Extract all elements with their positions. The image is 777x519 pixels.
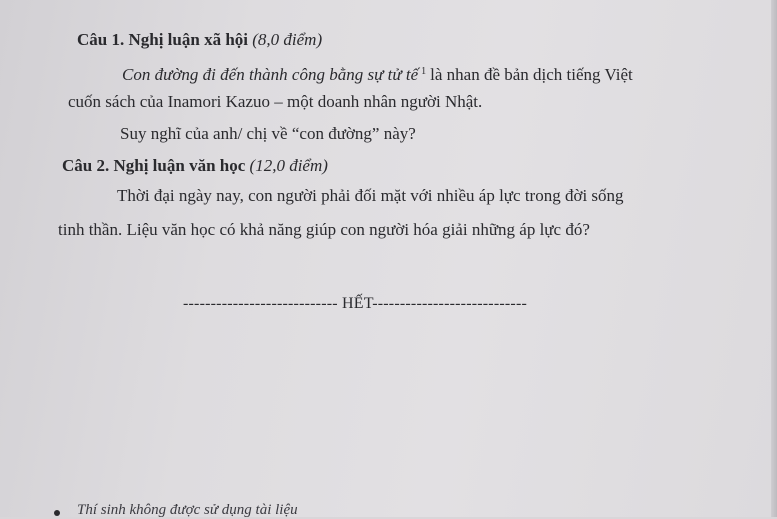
question-1-title: Câu 1. Nghị luận xã hội <box>77 30 248 49</box>
question-2-title: Câu 2. Nghị luận văn học <box>62 156 246 175</box>
question-1-line-2: cuốn sách của Inamori Kazuo – một doanh nhân người Nhật. <box>68 92 483 111</box>
question-2-points: (12,0 điểm) <box>249 156 328 175</box>
question-1-points: (8,0 điểm) <box>252 30 323 49</box>
end-marker: ---------------------------- HẾT---------------------------- <box>183 295 528 312</box>
question-1-line-1-rest: là nhan đề bản dịch tiếng Việt <box>430 65 633 84</box>
footnote-mark: 1 <box>421 66 427 77</box>
question-2-line-2: tinh thần. Liệu văn học có khả năng giúp con người hóa giải những áp lực đó? <box>58 220 590 239</box>
book-title: Con đường đi đến thành công bằng sự tử tế <box>122 65 419 84</box>
question-1-heading <box>77 30 322 50</box>
paper-edge <box>771 0 777 517</box>
question-1-prompt: Suy nghĩ của anh/ chị về “con đường” này? <box>120 124 416 143</box>
question-2-heading <box>62 156 328 176</box>
question-2-line-1: Thời đại ngày nay, con người phải đối mặt với nhiều áp lực trong đời sống <box>117 186 624 205</box>
bullet-icon <box>54 510 60 516</box>
question-1-line-1 <box>122 62 633 85</box>
footer-note: Thí sinh không được sử dụng tài liệu <box>77 502 298 518</box>
